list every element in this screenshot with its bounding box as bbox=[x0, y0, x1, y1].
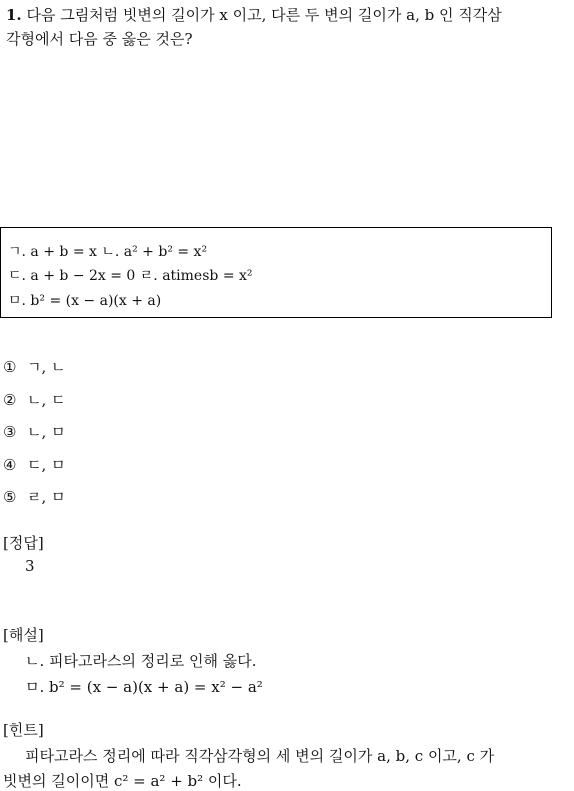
statement-row-2: ㄷ. a + b − 2x = 0 ㄹ. atimesb = x² bbox=[8, 268, 253, 284]
answer-label: [정답] bbox=[3, 534, 44, 552]
question-line-1 bbox=[6, 4, 502, 25]
hint-label: [힌트] bbox=[3, 721, 44, 739]
explanation-line-2: ㅁ. b² = (x − a)(x + a) = x² − a² bbox=[25, 678, 263, 696]
choice-3-mark: ③ bbox=[3, 423, 17, 441]
question-text-2: 각형에서 다음 중 옳은 것은? bbox=[6, 30, 193, 48]
choice-3[interactable] bbox=[3, 421, 66, 442]
hint-line-1: 피타고라스 정리에 따라 직각삼각형의 세 변의 길이가 a, b, c 이고, c 가 bbox=[25, 747, 495, 765]
statement-box bbox=[0, 227, 552, 318]
choice-2-mark: ② bbox=[3, 391, 17, 409]
choice-4-mark: ④ bbox=[3, 456, 17, 474]
choice-2[interactable] bbox=[3, 389, 66, 410]
explanation-line-1: ㄴ. 피타고라스의 정리로 인해 옳다. bbox=[25, 652, 257, 670]
choice-2-text: ㄴ, ㄷ bbox=[27, 391, 66, 409]
explanation-label: [해설] bbox=[3, 626, 44, 644]
choice-3-text: ㄴ, ㅁ bbox=[27, 423, 66, 441]
choice-1-text: ㄱ, ㄴ bbox=[27, 358, 66, 376]
choice-5-mark: ⑤ bbox=[3, 488, 17, 506]
choice-1[interactable] bbox=[3, 356, 66, 377]
answer-value: 3 bbox=[25, 557, 35, 575]
choice-5[interactable] bbox=[3, 486, 66, 507]
question-text-1: 다음 그림처럼 빗변의 길이가 x 이고, 다른 두 변의 길이가 a, b 인 직각삼 bbox=[26, 6, 502, 24]
statement-row-3: ㅁ. b² = (x − a)(x + a) bbox=[8, 293, 162, 309]
statement-row-1: ㄱ. a + b = x ㄴ. a² + b² = x² bbox=[8, 244, 208, 260]
choice-4-text: ㄷ, ㅁ bbox=[27, 456, 66, 474]
choice-4[interactable] bbox=[3, 454, 66, 475]
hint-line-2: 빗변의 길이이면 c² = a² + b² 이다. bbox=[3, 772, 242, 790]
choice-1-mark: ① bbox=[3, 358, 17, 376]
choice-5-text: ㄹ, ㅁ bbox=[27, 488, 66, 506]
question-number: 1. bbox=[6, 6, 22, 24]
